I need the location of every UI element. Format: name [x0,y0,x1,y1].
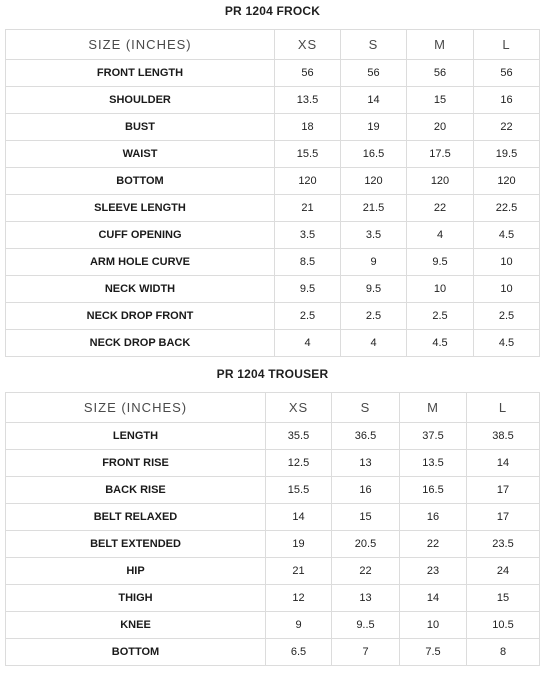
size-value-cell: 17 [467,477,540,504]
trouser-title: PR 1204 TROUSER [216,367,329,381]
size-value-cell: 2.5 [341,303,407,330]
size-value-cell: 3.5 [341,222,407,249]
size-value-cell: 15 [467,585,540,612]
table-row [6,330,540,357]
size-value-cell: 13.5 [400,450,467,477]
header-m: M [407,30,474,60]
row-label: BELT RELAXED [6,504,266,531]
table-row [6,531,540,558]
size-value-cell: 7 [332,639,400,666]
size-value-cell: 13.5 [275,87,341,114]
size-value-cell: 38.5 [467,423,540,450]
header-size-inches: SIZE (INCHES) [6,393,266,423]
size-value-cell: 16 [474,87,540,114]
size-value-cell: 24 [467,558,540,585]
row-label: NECK DROP FRONT [6,303,275,330]
size-value-cell: 23 [400,558,467,585]
size-value-cell: 35.5 [266,423,332,450]
size-value-cell: 10 [474,249,540,276]
row-label: BOTTOM [6,168,275,195]
size-value-cell: 20 [407,114,474,141]
size-value-cell: 10.5 [467,612,540,639]
size-value-cell: 20.5 [332,531,400,558]
table-header-row [6,393,540,423]
size-value-cell: 22 [474,114,540,141]
row-label: LENGTH [6,423,266,450]
size-value-cell: 4.5 [474,222,540,249]
size-value-cell: 23.5 [467,531,540,558]
row-label: HIP [6,558,266,585]
frock-size-table [5,29,540,357]
size-value-cell: 19.5 [474,141,540,168]
size-value-cell: 12.5 [266,450,332,477]
table-row [6,276,540,303]
header-m: M [400,393,467,423]
size-value-cell: 7.5 [400,639,467,666]
size-value-cell: 14 [400,585,467,612]
table-row [6,423,540,450]
row-label: BELT EXTENDED [6,531,266,558]
size-value-cell: 17.5 [407,141,474,168]
table-row [6,450,540,477]
row-label: NECK DROP BACK [6,330,275,357]
size-value-cell: 15 [332,504,400,531]
size-value-cell: 14 [467,450,540,477]
table-row [6,195,540,222]
row-label: BOTTOM [6,639,266,666]
size-value-cell: 56 [341,60,407,87]
table-row [6,303,540,330]
row-label: FRONT RISE [6,450,266,477]
size-value-cell: 16 [332,477,400,504]
size-value-cell: 120 [341,168,407,195]
size-value-cell: 14 [341,87,407,114]
size-value-cell: 2.5 [275,303,341,330]
table-row [6,477,540,504]
frock-title: PR 1204 FROCK [224,4,321,18]
size-value-cell: 19 [341,114,407,141]
size-value-cell: 13 [332,585,400,612]
table-row [6,60,540,87]
table-row [6,141,540,168]
table-row [6,504,540,531]
size-value-cell: 12 [266,585,332,612]
size-value-cell: 18 [275,114,341,141]
size-value-cell: 120 [407,168,474,195]
size-value-cell: 22 [400,531,467,558]
size-value-cell: 21 [266,558,332,585]
size-value-cell: 6.5 [266,639,332,666]
size-value-cell: 9.5 [407,249,474,276]
size-value-cell: 13 [332,450,400,477]
size-value-cell: 56 [275,60,341,87]
table-row [6,168,540,195]
header-xs: XS [266,393,332,423]
size-value-cell: 4.5 [474,330,540,357]
table-row [6,249,540,276]
header-l: L [467,393,540,423]
size-value-cell: 2.5 [407,303,474,330]
frock-table-body [6,60,540,357]
size-value-cell: 36.5 [332,423,400,450]
size-value-cell: 9 [341,249,407,276]
size-value-cell: 3.5 [275,222,341,249]
size-value-cell: 22.5 [474,195,540,222]
trouser-size-table [5,392,540,666]
row-label: FRONT LENGTH [6,60,275,87]
size-value-cell: 15 [407,87,474,114]
size-value-cell: 8.5 [275,249,341,276]
size-value-cell: 9 [266,612,332,639]
size-value-cell: 21.5 [341,195,407,222]
size-value-cell: 22 [332,558,400,585]
header-s: S [332,393,400,423]
header-size-inches: SIZE (INCHES) [6,30,275,60]
size-value-cell: 120 [275,168,341,195]
header-s: S [341,30,407,60]
size-value-cell: 4.5 [407,330,474,357]
size-value-cell: 15.5 [275,141,341,168]
size-value-cell: 17 [467,504,540,531]
size-value-cell: 8 [467,639,540,666]
row-label: ARM HOLE CURVE [6,249,275,276]
row-label: SLEEVE LENGTH [6,195,275,222]
row-label: KNEE [6,612,266,639]
table-row [6,558,540,585]
table-row [6,114,540,141]
trouser-table-body [6,423,540,666]
size-value-cell: 37.5 [400,423,467,450]
table-row [6,87,540,114]
row-label: CUFF OPENING [6,222,275,249]
header-l: L [474,30,540,60]
row-label: SHOULDER [6,87,275,114]
size-value-cell: 19 [266,531,332,558]
header-xs: XS [275,30,341,60]
table-row [6,639,540,666]
size-value-cell: 21 [275,195,341,222]
row-label: BACK RISE [6,477,266,504]
size-value-cell: 16 [400,504,467,531]
size-value-cell: 15.5 [266,477,332,504]
size-value-cell: 16.5 [341,141,407,168]
size-value-cell: 56 [474,60,540,87]
size-value-cell: 22 [407,195,474,222]
size-value-cell: 56 [407,60,474,87]
size-value-cell: 10 [474,276,540,303]
size-value-cell: 2.5 [474,303,540,330]
table-row [6,585,540,612]
size-value-cell: 4 [407,222,474,249]
size-value-cell: 10 [400,612,467,639]
size-value-cell: 10 [407,276,474,303]
row-label: NECK WIDTH [6,276,275,303]
size-value-cell: 120 [474,168,540,195]
size-value-cell: 9.5 [341,276,407,303]
table-row [6,222,540,249]
row-label: BUST [6,114,275,141]
size-value-cell: 4 [341,330,407,357]
table-row [6,612,540,639]
row-label: THIGH [6,585,266,612]
size-value-cell: 9..5 [332,612,400,639]
size-value-cell: 14 [266,504,332,531]
row-label: WAIST [6,141,275,168]
size-value-cell: 16.5 [400,477,467,504]
size-value-cell: 4 [275,330,341,357]
size-value-cell: 9.5 [275,276,341,303]
table-header-row [6,30,540,60]
